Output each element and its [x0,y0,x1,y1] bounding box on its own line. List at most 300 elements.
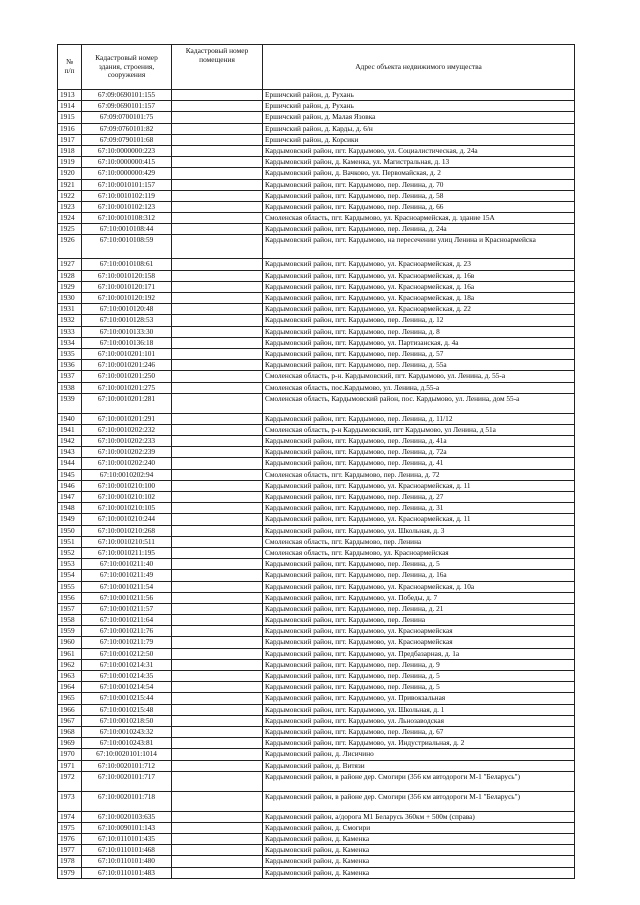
property-address: Кардымовский район, пгт. Кардымово, ул. Социалистическая, д. 24а [263,145,575,156]
row-number: 1943 [58,447,82,458]
cadastral-room-number [172,326,263,337]
cadastral-room-number [172,90,263,101]
row-number: 1928 [58,270,82,281]
property-address: Кардымовский район, пгт. Кардымово, пер. Ленина, д. 11/12 [263,413,575,424]
cadastral-building-number: 67:10:0010243:81 [82,738,172,749]
cadastral-building-number: 67:10:0010211:57 [82,603,172,614]
property-address: Кардымовский район, пгт. Кардымово, пер. Ленина, д. 72а [263,447,575,458]
cadastral-building-number: 67:10:0000000:429 [82,168,172,179]
table-row [58,469,575,480]
cadastral-room-number [172,447,263,458]
table-row [58,235,575,259]
cadastral-room-number [172,603,263,614]
cadastral-room-number [172,101,263,112]
row-number: 1949 [58,514,82,525]
property-address: Ершичский район, д. Карды, д. 6/н [263,123,575,134]
row-number: 1970 [58,749,82,760]
cadastral-building-number: 67:10:0010202:239 [82,447,172,458]
property-address: Кардымовский район, пгт. Кардымово, ул. Индустриальная, д. 2 [263,738,575,749]
cadastral-room-number [172,822,263,833]
row-number: 1959 [58,626,82,637]
table-row [58,315,575,326]
property-address: Ершичский район, д. Рухань [263,101,575,112]
row-number: 1957 [58,603,82,614]
table-row [58,447,575,458]
table-row [58,682,575,693]
property-address: Смоленская область, р-н. Кардымовский, пгт. Кардымово, ул. Ленина, д. 55-а [263,371,575,382]
cadastral-room-number [172,845,263,856]
cadastral-room-number [172,371,263,382]
row-number: 1942 [58,436,82,447]
table-row [58,547,575,558]
cadastral-room-number [172,393,263,413]
property-address: Кардымовский район, пгт. Кардымово, пер. Ленина, д. 9 [263,659,575,670]
row-number: 1969 [58,738,82,749]
row-number: 1973 [58,791,82,811]
row-number: 1966 [58,704,82,715]
property-address: Кардымовский район, пгт. Кардымово, пер. Ленина, д. 12 [263,315,575,326]
cadastral-room-number [172,190,263,201]
property-address: Кардымовский район, пгт. Кардымово, пер. Ленина, д. 5 [263,682,575,693]
property-address: Смоленская область, пгт. Кардымово, пер. Ленина [263,536,575,547]
table-row [58,592,575,603]
cadastral-room-number [172,715,263,726]
cadastral-room-number [172,648,263,659]
table-row [58,822,575,833]
cadastral-building-number: 67:10:0000000:415 [82,157,172,168]
cadastral-building-number: 67:10:0000000:223 [82,145,172,156]
property-address: Кардымовский район, д. Каменка [263,867,575,878]
cadastral-room-number [172,514,263,525]
property-address: Кардымовский район, пгт. Кардымово, ул. Школьная, д. 3 [263,525,575,536]
cadastral-building-number: 67:10:0010214:35 [82,671,172,682]
property-address: Кардымовский район, пгт. Кардымово, ул. Красноармейская [263,626,575,637]
table-row [58,525,575,536]
table-row [58,615,575,626]
row-number: 1923 [58,201,82,212]
cadastral-room-number [172,224,263,235]
header-cadastral-building: Кадастровый номер здания, строения, сооружения [82,45,172,90]
cadastral-building-number: 67:10:0010210:100 [82,480,172,491]
table-row [58,581,575,592]
row-number: 1937 [58,371,82,382]
table-row [58,436,575,447]
property-address: Кардымовский район, д. Вачково, ул. Первомайская, д. 2 [263,168,575,179]
cadastral-room-number [172,157,263,168]
property-address: Кардымовский район, пгт. Кардымово, ул. Красноармейская, д. 23 [263,259,575,270]
table-row [58,749,575,760]
row-number: 1915 [58,112,82,123]
cadastral-room-number [172,469,263,480]
row-number: 1961 [58,648,82,659]
row-number: 1917 [58,134,82,145]
cadastral-building-number: 67:10:0010211:56 [82,592,172,603]
cadastral-room-number [172,637,263,648]
cadastral-building-number: 67:10:0010201:101 [82,348,172,359]
cadastral-room-number [172,738,263,749]
cadastral-room-number [172,112,263,123]
table-row [58,726,575,737]
row-number: 1935 [58,348,82,359]
table-row [58,259,575,270]
table-row [58,393,575,413]
cadastral-building-number: 67:10:0010215:48 [82,704,172,715]
cadastral-building-number: 67:10:0010211:195 [82,547,172,558]
property-address: Кардымовский район, пгт. Кардымово, пер. Ленина, д. 66 [263,201,575,212]
cadastral-building-number: 67:09:0690101:157 [82,101,172,112]
property-address: Кардымовский район, пгт. Кардымово, пер. Ленина, д. 70 [263,179,575,190]
cadastral-room-number [172,315,263,326]
row-number: 1914 [58,101,82,112]
table-row [58,201,575,212]
cadastral-room-number [172,145,263,156]
cadastral-room-number [172,360,263,371]
property-address: Кардымовский район, пгт. Кардымово, ул. Красноармейская, д. 16а [263,281,575,292]
row-number: 1934 [58,337,82,348]
property-address: Кардымовский район, в районе дер. Смогири (356 км автодороги М-1 "Беларусь") [263,771,575,791]
cadastral-building-number: 67:10:0010211:79 [82,637,172,648]
row-number: 1965 [58,693,82,704]
property-address: Кардымовский район, пгт. Кардымово, пер. Ленина, д. 5 [263,671,575,682]
cadastral-room-number [172,525,263,536]
cadastral-room-number [172,123,263,134]
cadastral-room-number [172,213,263,224]
table-row [58,648,575,659]
table-row [58,856,575,867]
property-address: Кардымовский район, пгт. Кардымово, пер. Ленина, д. 27 [263,492,575,503]
row-number: 1927 [58,259,82,270]
property-address: Кардымовский район, д. Каменка [263,845,575,856]
property-address: Кардымовский район, пгт. Кардымово, пер. Ленина, д. 67 [263,726,575,737]
cadastral-room-number [172,304,263,315]
cadastral-building-number: 67:10:0020101:1014 [82,749,172,760]
row-number: 1916 [58,123,82,134]
cadastral-room-number [172,348,263,359]
property-address: Кардымовский район, пгт. Кардымово, ул. Красноармейская, д. 16в [263,270,575,281]
table-row [58,603,575,614]
header-cadastral-room: Кадастровый номер помещения [172,45,263,90]
cadastral-building-number: 67:10:0010136:18 [82,337,172,348]
cadastral-room-number [172,811,263,822]
table-row [58,626,575,637]
property-address: Кардымовский район, пгт. Кардымово, пер. Ленина, д. 21 [263,603,575,614]
table-row [58,693,575,704]
row-number: 1958 [58,615,82,626]
row-number: 1972 [58,771,82,791]
table-row [58,570,575,581]
row-number: 1924 [58,213,82,224]
row-number: 1926 [58,235,82,259]
cadastral-room-number [172,503,263,514]
cadastral-building-number: 67:10:0010102:123 [82,201,172,212]
cadastral-building-number: 67:10:0010211:76 [82,626,172,637]
row-number: 1929 [58,281,82,292]
row-number: 1925 [58,224,82,235]
row-number: 1947 [58,492,82,503]
cadastral-building-number: 67:10:0010120:171 [82,281,172,292]
cadastral-building-number: 67:10:0010202:233 [82,436,172,447]
cadastral-building-number: 67:10:0010214:54 [82,682,172,693]
property-address: Кардымовский район, пгт. Кардымово, пер. Ленина, д. 8 [263,326,575,337]
cadastral-building-number: 67:10:0020103:635 [82,811,172,822]
table-row [58,771,575,791]
cadastral-room-number [172,693,263,704]
property-address: Кардымовский район, д. Лисичино [263,749,575,760]
cadastral-building-number: 67:10:0010210:102 [82,492,172,503]
property-address: Кардымовский район, пгт. Кардымово, ул. Красноармейская, д. 22 [263,304,575,315]
cadastral-building-number: 67:10:0010212:50 [82,648,172,659]
row-number: 1971 [58,760,82,771]
property-address: Кардымовский район, пгт. Кардымово, ул. Предбазарная, д. 1а [263,648,575,659]
property-address: Кардымовский район, пгт. Кардымово, пер. Ленина, д. 41а [263,436,575,447]
property-address: Кардымовский район, пгт. Кардымово, пер. Ленина, д. 57 [263,348,575,359]
table-row [58,157,575,168]
table-row [58,134,575,145]
table-row [58,791,575,811]
cadastral-room-number [172,834,263,845]
cadastral-room-number [172,615,263,626]
property-address: Смоленская область, пгт. Кардымово, ул. Красноармейская [263,547,575,558]
table-row [58,371,575,382]
cadastral-building-number: 67:10:0010108:312 [82,213,172,224]
row-number: 1919 [58,157,82,168]
cadastral-room-number [172,704,263,715]
cadastral-building-number: 67:10:0010215:44 [82,693,172,704]
row-number: 1960 [58,637,82,648]
property-address: Смоленская область, пгт. Кардымово, ул. Красноармейская, д. здание 15А [263,213,575,224]
table-row [58,503,575,514]
table-row [58,293,575,304]
cadastral-room-number [172,626,263,637]
property-address: Кардымовский район, пгт. Кардымово, ул. Льнозаводская [263,715,575,726]
cadastral-building-number: 67:10:0110101:468 [82,845,172,856]
row-number: 1946 [58,480,82,491]
table-row [58,458,575,469]
table-row [58,337,575,348]
property-address: Кардымовский район, пгт. Кардымово, ул. Красноармейская [263,637,575,648]
row-number: 1940 [58,413,82,424]
row-number: 1930 [58,293,82,304]
table-row [58,326,575,337]
table-row [58,715,575,726]
cadastral-building-number: 67:10:0010211:40 [82,559,172,570]
table-row [58,123,575,134]
cadastral-room-number [172,168,263,179]
property-address: Кардымовский район, пгт. Кардымово, ул. Привокзальная [263,693,575,704]
row-number: 1968 [58,726,82,737]
table-row [58,480,575,491]
table-row [58,168,575,179]
cadastral-building-number: 67:10:0020101:718 [82,791,172,811]
table-row [58,224,575,235]
table-row [58,281,575,292]
cadastral-room-number [172,382,263,393]
row-number: 1938 [58,382,82,393]
row-number: 1920 [58,168,82,179]
cadastral-building-number: 67:10:0020101:717 [82,771,172,791]
row-number: 1921 [58,179,82,190]
cadastral-building-number: 67:09:0690101:155 [82,90,172,101]
cadastral-building-number: 67:09:0760101:82 [82,123,172,134]
property-address: Кардымовский район, пгт. Кардымово, ул. Партизанская, д. 4а [263,337,575,348]
row-number: 1944 [58,458,82,469]
table-row [58,536,575,547]
cadastral-room-number [172,413,263,424]
cadastral-building-number: 67:10:0010210:511 [82,536,172,547]
cadastral-room-number [172,536,263,547]
cadastral-building-number: 67:10:0010201:291 [82,413,172,424]
cadastral-room-number [172,235,263,259]
row-number: 1977 [58,845,82,856]
table-row [58,659,575,670]
table-row [58,112,575,123]
cadastral-room-number [172,760,263,771]
cadastral-building-number: 67:10:0010202:94 [82,469,172,480]
cadastral-room-number [172,581,263,592]
cadastral-building-number: 67:10:0010120:48 [82,304,172,315]
cadastral-building-number: 67:10:0010120:158 [82,270,172,281]
cadastral-building-number: 67:09:0790101:68 [82,134,172,145]
property-address: Кардымовский район, пгт. Кардымово, ул. Школьная, д. 1 [263,704,575,715]
cadastral-room-number [172,570,263,581]
row-number: 1963 [58,671,82,682]
cadastral-building-number: 67:10:0010218:50 [82,715,172,726]
table-row [58,179,575,190]
cadastral-building-number: 67:10:0010210:244 [82,514,172,525]
property-address: Кардымовский район, пгт. Кардымово, пер. Ленина, д. 24а [263,224,575,235]
cadastral-room-number [172,337,263,348]
property-address: Кардымовский район, пгт. Кардымово, ул. Красноармейская, д. 18а [263,293,575,304]
property-address: Кардымовский район, д. Каменка [263,834,575,845]
cadastral-room-number [172,424,263,435]
table-row [58,101,575,112]
property-address: Кардымовский район, д. Витязи [263,760,575,771]
property-address: Ершичский район, д. Малая Язовка [263,112,575,123]
cadastral-building-number: 67:10:0010108:59 [82,235,172,259]
property-address: Кардымовский район, пгт. Кардымово, пер. Ленина [263,615,575,626]
table-row [58,867,575,878]
cadastral-building-number: 67:10:0010211:64 [82,615,172,626]
row-number: 1962 [58,659,82,670]
row-number: 1918 [58,145,82,156]
cadastral-building-number: 67:10:0010211:49 [82,570,172,581]
row-number: 1933 [58,326,82,337]
property-address: Смоленская область, р-н Кардымовский, пгт Кардымово, ул Ленина, д 51а [263,424,575,435]
row-number: 1979 [58,867,82,878]
table-row [58,671,575,682]
table-row [58,760,575,771]
cadastral-room-number [172,559,263,570]
cadastral-room-number [172,259,263,270]
property-address: Кардымовский район, пгт. Кардымово, ул. Красноармейская, д. 11 [263,514,575,525]
property-address: Кардымовский район, д. Смогири [263,822,575,833]
row-number: 1955 [58,581,82,592]
table-row [58,348,575,359]
property-address: Кардымовский район, д. Каменка [263,856,575,867]
cadastral-building-number: 67:10:0090101:143 [82,822,172,833]
table-header-row [58,45,575,90]
row-number: 1956 [58,592,82,603]
cadastral-building-number: 67:10:0110101:483 [82,867,172,878]
header-number: № п/п [58,45,82,90]
cadastral-building-number: 67:10:0010108:61 [82,259,172,270]
cadastral-room-number [172,867,263,878]
row-number: 1936 [58,360,82,371]
table-row [58,213,575,224]
cadastral-building-number: 67:10:0010128:53 [82,315,172,326]
cadastral-building-number: 67:10:0110101:435 [82,834,172,845]
cadastral-room-number [172,293,263,304]
property-address: Кардымовский район, пгт. Кардымово, пер. Ленина, д. 41 [263,458,575,469]
table-row [58,845,575,856]
property-address: Смоленская область, пос.Кардымово, ул. Ленина, д.55-а [263,382,575,393]
property-register-table [57,44,575,879]
cadastral-building-number: 67:10:0110101:480 [82,856,172,867]
cadastral-building-number: 67:10:0020101:712 [82,760,172,771]
cadastral-room-number [172,179,263,190]
cadastral-building-number: 67:10:0010201:246 [82,360,172,371]
table-row [58,382,575,393]
row-number: 1952 [58,547,82,558]
cadastral-room-number [172,791,263,811]
cadastral-room-number [172,547,263,558]
table-row [58,514,575,525]
property-address: Кардымовский район, пгт. Кардымово, ул. Красноармейская, д. 10а [263,581,575,592]
table-row [58,190,575,201]
property-address: Кардымовский район, д. Каменка, ул. Магистральная, д. 13 [263,157,575,168]
property-address: Кардымовский район, пгт. Кардымово, ул. Победы, д. 7 [263,592,575,603]
cadastral-building-number: 67:10:0010201:281 [82,393,172,413]
table-row [58,304,575,315]
cadastral-room-number [172,659,263,670]
property-address: Кардымовский район, пгт. Кардымово, ул. Красноармейская, д. 11 [263,480,575,491]
cadastral-room-number [172,480,263,491]
cadastral-room-number [172,726,263,737]
table-row [58,270,575,281]
table-row [58,834,575,845]
row-number: 1967 [58,715,82,726]
table-row [58,704,575,715]
property-address: Кардымовский район, пгт. Кардымово, пер. Ленина, д. 5 [263,559,575,570]
row-number: 1953 [58,559,82,570]
cadastral-building-number: 67:10:0010133:30 [82,326,172,337]
cadastral-building-number: 67:10:0010210:268 [82,525,172,536]
cadastral-building-number: 67:10:0010210:105 [82,503,172,514]
row-number: 1974 [58,811,82,822]
table-row [58,637,575,648]
row-number: 1976 [58,834,82,845]
row-number: 1945 [58,469,82,480]
table-row [58,492,575,503]
cadastral-building-number: 67:10:0010201:275 [82,382,172,393]
cadastral-building-number: 67:10:0010214:31 [82,659,172,670]
cadastral-building-number: 67:10:0010120:192 [82,293,172,304]
cadastral-room-number [172,281,263,292]
property-address: Кардымовский район, в районе дер. Смогири (356 км автодороги М-1 "Беларусь") [263,791,575,811]
property-address: Смоленская область, Кардымовский район, пос. Кардымово, ул. Ленина, дом 55-а [263,393,575,413]
row-number: 1964 [58,682,82,693]
property-address: Кардымовский район, пгт. Кардымово, пер. Ленина, д. 58 [263,190,575,201]
row-number: 1948 [58,503,82,514]
cadastral-building-number: 67:10:0010211:54 [82,581,172,592]
row-number: 1939 [58,393,82,413]
cadastral-room-number [172,749,263,760]
cadastral-building-number: 67:10:0010243:32 [82,726,172,737]
cadastral-building-number: 67:10:0010108:44 [82,224,172,235]
row-number: 1975 [58,822,82,833]
cadastral-room-number [172,592,263,603]
property-address: Кардымовский район, пгт. Кардымово, пер. Ленина, д. 55а [263,360,575,371]
